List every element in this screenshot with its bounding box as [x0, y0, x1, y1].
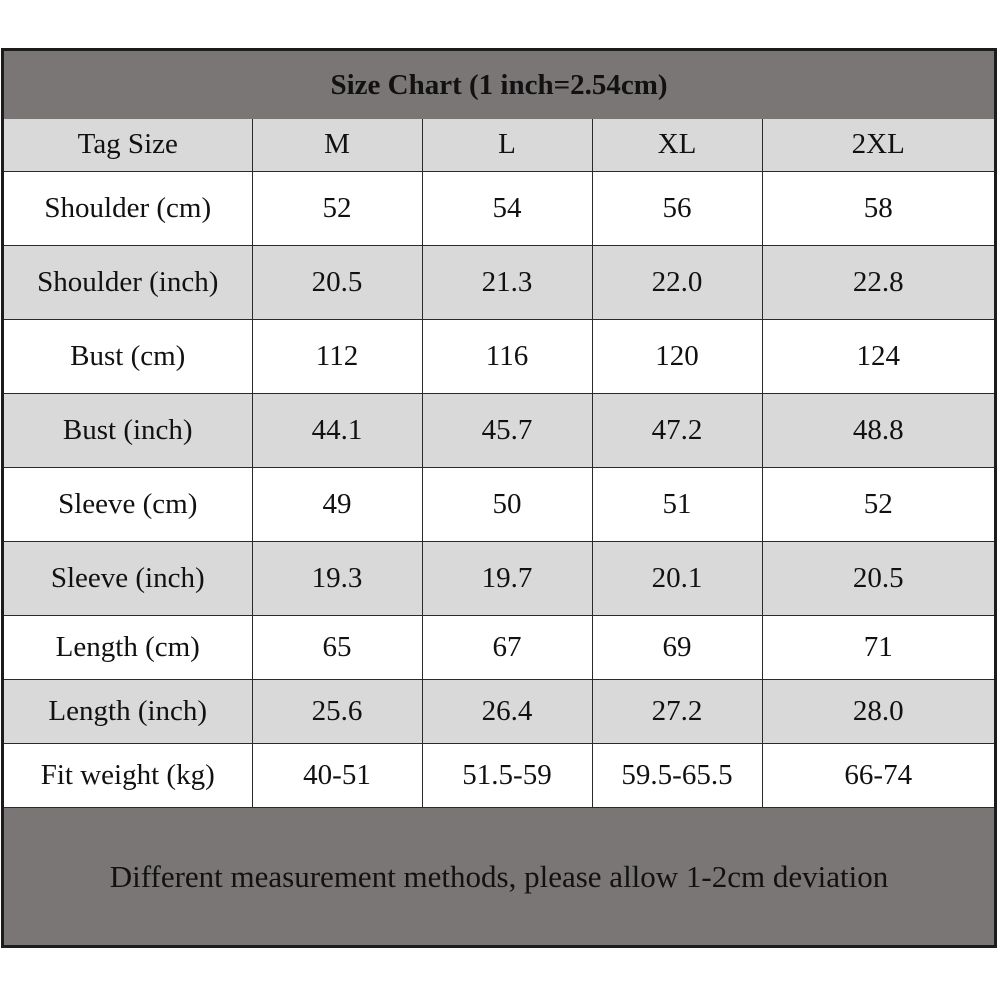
header-cell: 2XL [762, 119, 994, 171]
table-cell: 69 [592, 615, 762, 679]
table-cell: 59.5-65.5 [592, 743, 762, 807]
row-label: Fit weight (kg) [4, 743, 252, 807]
header-cell: M [252, 119, 422, 171]
table-cell: 19.3 [252, 541, 422, 615]
table-cell: 40-51 [252, 743, 422, 807]
chart-title: Size Chart (1 inch=2.54cm) [4, 51, 994, 119]
table-row [4, 615, 994, 679]
table-cell: 27.2 [592, 679, 762, 743]
size-chart [1, 48, 997, 948]
table-row [4, 541, 994, 615]
table-cell: 116 [422, 319, 592, 393]
row-label: Length (inch) [4, 679, 252, 743]
header-cell: Tag Size [4, 119, 252, 171]
table-cell: 20.1 [592, 541, 762, 615]
table-row [4, 743, 994, 807]
row-label: Bust (cm) [4, 319, 252, 393]
table-cell: 71 [762, 615, 994, 679]
table-cell: 58 [762, 171, 994, 245]
table-cell: 51.5-59 [422, 743, 592, 807]
deviation-note: Different measurement methods, please allow 1-2cm deviation [4, 807, 994, 945]
table-cell: 120 [592, 319, 762, 393]
header-row [4, 119, 994, 171]
table-cell: 124 [762, 319, 994, 393]
table-cell: 49 [252, 467, 422, 541]
table-cell: 26.4 [422, 679, 592, 743]
table-cell: 20.5 [762, 541, 994, 615]
table-cell: 22.8 [762, 245, 994, 319]
row-label: Length (cm) [4, 615, 252, 679]
table-cell: 28.0 [762, 679, 994, 743]
table-row [4, 319, 994, 393]
row-label: Sleeve (inch) [4, 541, 252, 615]
table-row [4, 467, 994, 541]
table-cell: 66-74 [762, 743, 994, 807]
table-row [4, 679, 994, 743]
table-cell: 52 [762, 467, 994, 541]
table-row [4, 245, 994, 319]
row-label: Bust (inch) [4, 393, 252, 467]
row-label: Sleeve (cm) [4, 467, 252, 541]
table-cell: 45.7 [422, 393, 592, 467]
table-cell: 19.7 [422, 541, 592, 615]
header-cell: L [422, 119, 592, 171]
table-cell: 48.8 [762, 393, 994, 467]
table-cell: 50 [422, 467, 592, 541]
table-row [4, 171, 994, 245]
table-cell: 51 [592, 467, 762, 541]
table-cell: 20.5 [252, 245, 422, 319]
table-cell: 56 [592, 171, 762, 245]
table-cell: 47.2 [592, 393, 762, 467]
table-cell: 52 [252, 171, 422, 245]
header-cell: XL [592, 119, 762, 171]
table-cell: 65 [252, 615, 422, 679]
table-cell: 25.6 [252, 679, 422, 743]
table-row [4, 393, 994, 467]
table-cell: 67 [422, 615, 592, 679]
table-cell: 54 [422, 171, 592, 245]
row-label: Shoulder (inch) [4, 245, 252, 319]
table-cell: 21.3 [422, 245, 592, 319]
table-cell: 22.0 [592, 245, 762, 319]
row-label: Shoulder (cm) [4, 171, 252, 245]
size-table [4, 119, 994, 808]
table-cell: 44.1 [252, 393, 422, 467]
table-cell: 112 [252, 319, 422, 393]
